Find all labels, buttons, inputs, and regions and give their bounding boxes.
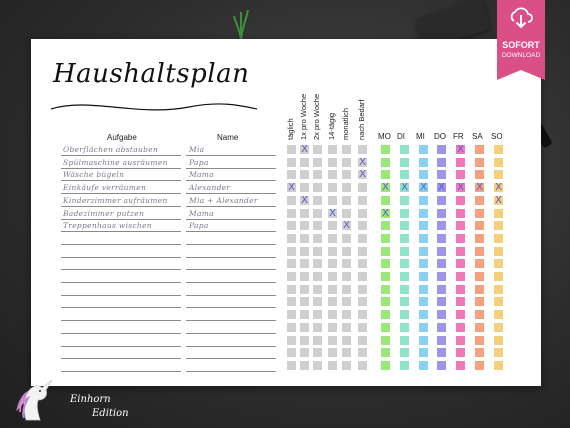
check-mark: X — [359, 156, 366, 168]
table-row — [31, 194, 541, 207]
day-checkbox[interactable] — [437, 336, 446, 345]
day-checkbox[interactable] — [437, 348, 446, 357]
day-checkbox[interactable] — [419, 234, 428, 243]
day-checkbox[interactable] — [419, 323, 428, 332]
frequency-checkbox[interactable] — [342, 209, 351, 218]
day-checkbox[interactable] — [381, 348, 390, 357]
badge-line-2: DOWNLOAD — [501, 52, 541, 59]
frequency-checkbox[interactable] — [313, 221, 322, 230]
day-checkbox[interactable] — [437, 196, 446, 205]
day-checkbox[interactable] — [381, 145, 390, 154]
table-row — [31, 232, 541, 245]
day-checkbox[interactable] — [419, 297, 428, 306]
frequency-checkbox[interactable] — [358, 196, 367, 205]
day-checkbox[interactable] — [400, 348, 409, 357]
frequency-checkbox[interactable] — [358, 285, 367, 294]
frequency-checkbox[interactable] — [300, 183, 309, 192]
day-checkbox[interactable] — [456, 209, 465, 218]
day-checkbox[interactable] — [400, 209, 409, 218]
day-checkbox[interactable] — [400, 170, 409, 179]
day-checkbox[interactable] — [475, 234, 484, 243]
frequency-checkbox[interactable] — [358, 221, 367, 230]
frequency-checkbox[interactable] — [313, 310, 322, 319]
frequency-checkbox[interactable] — [300, 259, 309, 268]
day-checkbox[interactable] — [437, 209, 446, 218]
task-text[interactable]: Wäsche bügeln — [63, 170, 125, 180]
day-checkbox[interactable] — [381, 336, 390, 345]
day-checkbox[interactable] — [419, 285, 428, 294]
frequency-checkbox[interactable] — [313, 361, 322, 370]
table-row — [31, 181, 541, 194]
table-row — [31, 245, 541, 258]
check-mark: X — [495, 194, 502, 206]
frequency-checkbox[interactable] — [328, 361, 337, 370]
day-checkbox[interactable] — [400, 158, 409, 167]
edition-line-2: Edition — [92, 408, 129, 419]
assignee-text[interactable]: Mia — [189, 145, 205, 154]
frequency-checkbox[interactable] — [300, 247, 309, 256]
day-checkbox[interactable] — [475, 361, 484, 370]
frequency-checkbox[interactable] — [300, 336, 309, 345]
frequency-checkbox[interactable] — [342, 145, 351, 154]
frequency-label: 14-tägig — [327, 112, 336, 140]
header-aufgabe: Aufgabe — [107, 133, 137, 142]
frequency-checkbox[interactable] — [342, 158, 351, 167]
frequency-checkbox[interactable] — [313, 209, 322, 218]
day-checkbox[interactable] — [419, 348, 428, 357]
frequency-checkbox[interactable] — [328, 336, 337, 345]
frequency-checkbox[interactable] — [313, 234, 322, 243]
check-mark: X — [420, 182, 427, 194]
day-checkbox[interactable] — [400, 361, 409, 370]
day-checkbox[interactable] — [437, 247, 446, 256]
check-mark: X — [401, 182, 408, 194]
frequency-checkbox[interactable] — [313, 158, 322, 167]
frequency-checkbox[interactable] — [358, 234, 367, 243]
page-title: Haushaltsplan — [53, 59, 250, 89]
task-text[interactable]: Treppenhaus wischen — [63, 221, 152, 231]
frequency-checkbox[interactable] — [313, 145, 322, 154]
frequency-checkbox[interactable] — [287, 272, 296, 281]
day-checkbox[interactable] — [419, 272, 428, 281]
check-mark: X — [457, 182, 464, 194]
day-checkbox[interactable] — [437, 361, 446, 370]
assignee-text[interactable]: Papa — [189, 157, 209, 167]
day-checkbox[interactable] — [419, 170, 428, 179]
day-checkbox[interactable] — [437, 310, 446, 319]
frequency-checkbox[interactable] — [328, 285, 337, 294]
frequency-checkbox[interactable] — [358, 336, 367, 345]
frequency-checkbox[interactable] — [358, 323, 367, 332]
task-line — [61, 371, 181, 372]
frequency-checkbox[interactable] — [300, 209, 309, 218]
day-checkbox[interactable] — [419, 209, 428, 218]
day-checkbox[interactable] — [456, 310, 465, 319]
day-checkbox[interactable] — [456, 247, 465, 256]
day-checkbox[interactable] — [494, 361, 503, 370]
day-checkbox[interactable] — [475, 247, 484, 256]
frequency-checkbox[interactable] — [287, 310, 296, 319]
frequency-label: nach Bedarf — [357, 99, 366, 140]
day-checkbox[interactable] — [475, 272, 484, 281]
frequency-checkbox[interactable] — [328, 158, 337, 167]
day-checkbox[interactable] — [400, 310, 409, 319]
frequency-checkbox[interactable] — [300, 170, 309, 179]
day-checkbox[interactable] — [419, 336, 428, 345]
table-row — [31, 295, 541, 308]
frequency-checkbox[interactable] — [342, 297, 351, 306]
planner-sheet — [31, 39, 541, 386]
frequency-checkbox[interactable] — [342, 336, 351, 345]
table-row — [31, 321, 541, 334]
day-checkbox[interactable] — [475, 170, 484, 179]
title-flourish — [49, 87, 259, 117]
day-label: FR — [453, 132, 464, 141]
day-checkbox[interactable] — [475, 209, 484, 218]
task-text[interactable]: Badezimmer putzen — [63, 208, 145, 218]
frequency-checkbox[interactable] — [313, 183, 322, 192]
day-checkbox[interactable] — [475, 323, 484, 332]
day-checkbox[interactable] — [456, 348, 465, 357]
name-line — [186, 371, 276, 372]
day-checkbox[interactable] — [381, 170, 390, 179]
day-checkbox[interactable] — [381, 285, 390, 294]
frequency-checkbox[interactable] — [358, 310, 367, 319]
day-checkbox[interactable] — [381, 259, 390, 268]
day-checkbox[interactable] — [456, 272, 465, 281]
frequency-checkbox[interactable] — [358, 259, 367, 268]
day-checkbox[interactable] — [494, 285, 503, 294]
frequency-checkbox[interactable] — [328, 247, 337, 256]
task-text[interactable]: Kinderzimmer aufräumen — [63, 195, 168, 205]
frequency-checkbox[interactable] — [328, 183, 337, 192]
check-mark: X — [359, 169, 366, 181]
table-row — [31, 207, 541, 220]
frequency-checkbox[interactable] — [287, 247, 296, 256]
frequency-label: monatlich — [341, 107, 350, 140]
day-checkbox[interactable] — [400, 259, 409, 268]
frequency-checkbox[interactable] — [328, 170, 337, 179]
day-checkbox[interactable] — [437, 297, 446, 306]
day-checkbox[interactable] — [494, 221, 503, 230]
frequency-checkbox[interactable] — [287, 348, 296, 357]
frequency-checkbox[interactable] — [287, 297, 296, 306]
frequency-checkbox[interactable] — [313, 247, 322, 256]
frequency-checkbox[interactable] — [287, 170, 296, 179]
frequency-checkbox[interactable] — [342, 285, 351, 294]
frequency-checkbox[interactable] — [313, 285, 322, 294]
frequency-checkbox[interactable] — [358, 183, 367, 192]
day-checkbox[interactable] — [456, 196, 465, 205]
frequency-checkbox[interactable] — [287, 323, 296, 332]
day-checkbox[interactable] — [381, 297, 390, 306]
day-checkbox[interactable] — [456, 323, 465, 332]
day-label: DO — [434, 132, 446, 141]
day-label: SA — [472, 132, 483, 141]
task-text[interactable]: Spülmaschine ausräumen — [63, 157, 168, 167]
day-checkbox[interactable] — [381, 158, 390, 167]
frequency-checkbox[interactable] — [358, 297, 367, 306]
frequency-checkbox[interactable] — [358, 145, 367, 154]
day-checkbox[interactable] — [494, 348, 503, 357]
frequency-checkbox[interactable] — [328, 145, 337, 154]
day-checkbox[interactable] — [475, 196, 484, 205]
day-checkbox[interactable] — [437, 221, 446, 230]
frequency-checkbox[interactable] — [342, 259, 351, 268]
frequency-checkbox[interactable] — [328, 234, 337, 243]
frequency-checkbox[interactable] — [328, 272, 337, 281]
frequency-checkbox[interactable] — [342, 323, 351, 332]
check-mark: X — [329, 207, 336, 219]
assignee-text[interactable]: Papa — [189, 221, 209, 231]
day-checkbox[interactable] — [381, 247, 390, 256]
day-checkbox[interactable] — [456, 170, 465, 179]
day-label: SO — [491, 132, 503, 141]
day-checkbox[interactable] — [400, 221, 409, 230]
frequency-checkbox[interactable] — [287, 221, 296, 230]
unicorn-logo — [8, 370, 63, 425]
task-text[interactable]: Einkäufe verräumen — [63, 183, 147, 193]
day-checkbox[interactable] — [475, 158, 484, 167]
table-row — [31, 334, 541, 347]
day-checkbox[interactable] — [419, 196, 428, 205]
day-checkbox[interactable] — [400, 285, 409, 294]
frequency-checkbox[interactable] — [328, 297, 337, 306]
frequency-checkbox[interactable] — [328, 259, 337, 268]
day-checkbox[interactable] — [494, 158, 503, 167]
day-checkbox[interactable] — [419, 158, 428, 167]
frequency-checkbox[interactable] — [313, 272, 322, 281]
table-row — [31, 359, 541, 372]
day-checkbox[interactable] — [400, 145, 409, 154]
frequency-checkbox[interactable] — [300, 158, 309, 167]
day-checkbox[interactable] — [494, 272, 503, 281]
day-checkbox[interactable] — [419, 221, 428, 230]
day-checkbox[interactable] — [419, 361, 428, 370]
day-checkbox[interactable] — [400, 323, 409, 332]
day-checkbox[interactable] — [437, 234, 446, 243]
day-checkbox[interactable] — [381, 272, 390, 281]
day-checkbox[interactable] — [456, 259, 465, 268]
table-row — [31, 346, 541, 359]
cloud-download-icon — [509, 7, 533, 33]
day-checkbox[interactable] — [494, 234, 503, 243]
day-checkbox[interactable] — [381, 323, 390, 332]
check-mark: X — [382, 182, 389, 194]
day-checkbox[interactable] — [475, 145, 484, 154]
frequency-checkbox[interactable] — [328, 221, 337, 230]
frequency-checkbox[interactable] — [342, 272, 351, 281]
day-checkbox[interactable] — [494, 209, 503, 218]
day-checkbox[interactable] — [456, 158, 465, 167]
frequency-checkbox[interactable] — [342, 348, 351, 357]
day-checkbox[interactable] — [456, 336, 465, 345]
check-mark: X — [382, 207, 389, 219]
check-mark: X — [288, 182, 295, 194]
frequency-checkbox[interactable] — [342, 170, 351, 179]
day-checkbox[interactable] — [437, 158, 446, 167]
table-row — [31, 257, 541, 270]
table-row — [31, 270, 541, 283]
check-mark: X — [476, 182, 483, 194]
day-checkbox[interactable] — [437, 145, 446, 154]
day-checkbox[interactable] — [400, 247, 409, 256]
frequency-checkbox[interactable] — [342, 196, 351, 205]
check-mark: X — [495, 182, 502, 194]
check-mark: X — [301, 144, 308, 155]
day-checkbox[interactable] — [494, 170, 503, 179]
day-checkbox[interactable] — [381, 221, 390, 230]
day-label: MO — [378, 132, 391, 141]
day-checkbox[interactable] — [381, 310, 390, 319]
day-checkbox[interactable] — [437, 259, 446, 268]
frequency-checkbox[interactable] — [287, 196, 296, 205]
day-checkbox[interactable] — [475, 259, 484, 268]
frequency-checkbox[interactable] — [300, 285, 309, 294]
day-checkbox[interactable] — [400, 272, 409, 281]
day-checkbox[interactable] — [475, 221, 484, 230]
day-checkbox[interactable] — [437, 272, 446, 281]
day-checkbox[interactable] — [400, 234, 409, 243]
frequency-checkbox[interactable] — [328, 310, 337, 319]
frequency-checkbox[interactable] — [287, 259, 296, 268]
day-checkbox[interactable] — [419, 145, 428, 154]
frequency-label: 1x pro Woche — [299, 93, 308, 140]
frequency-checkbox[interactable] — [342, 234, 351, 243]
table-row — [31, 168, 541, 181]
check-mark: X — [343, 220, 350, 232]
frequency-checkbox[interactable] — [313, 348, 322, 357]
frequency-checkbox[interactable] — [300, 297, 309, 306]
day-checkbox[interactable] — [400, 196, 409, 205]
frequency-checkbox[interactable] — [300, 221, 309, 230]
frequency-checkbox[interactable] — [358, 209, 367, 218]
check-mark: X — [438, 182, 445, 194]
day-checkbox[interactable] — [494, 336, 503, 345]
frequency-checkbox[interactable] — [287, 158, 296, 167]
day-checkbox[interactable] — [456, 361, 465, 370]
frequency-checkbox[interactable] — [313, 297, 322, 306]
frequency-checkbox[interactable] — [342, 310, 351, 319]
day-checkbox[interactable] — [419, 259, 428, 268]
frequency-label: täglich — [286, 118, 295, 140]
frequency-checkbox[interactable] — [300, 272, 309, 281]
day-checkbox[interactable] — [381, 361, 390, 370]
day-checkbox[interactable] — [494, 310, 503, 319]
day-checkbox[interactable] — [456, 221, 465, 230]
check-mark: X — [301, 194, 308, 206]
frequency-checkbox[interactable] — [300, 310, 309, 319]
day-checkbox[interactable] — [475, 297, 484, 306]
frequency-checkbox[interactable] — [342, 183, 351, 192]
day-checkbox[interactable] — [381, 234, 390, 243]
frequency-checkbox[interactable] — [358, 247, 367, 256]
table-row — [31, 219, 541, 232]
frequency-checkbox[interactable] — [287, 234, 296, 243]
frequency-checkbox[interactable] — [313, 336, 322, 345]
day-checkbox[interactable] — [494, 247, 503, 256]
day-checkbox[interactable] — [475, 285, 484, 294]
day-checkbox[interactable] — [381, 196, 390, 205]
edition-line-1: Einhorn — [70, 394, 111, 405]
day-label: DI — [397, 132, 405, 141]
day-checkbox[interactable] — [475, 348, 484, 357]
frequency-checkbox[interactable] — [313, 196, 322, 205]
day-checkbox[interactable] — [494, 145, 503, 154]
day-checkbox[interactable] — [400, 297, 409, 306]
table-row — [31, 308, 541, 321]
frequency-checkbox[interactable] — [358, 272, 367, 281]
header-name: Name — [217, 133, 239, 142]
day-checkbox[interactable] — [419, 247, 428, 256]
day-label: MI — [416, 132, 425, 141]
day-checkbox[interactable] — [494, 297, 503, 306]
plant-decoration — [232, 6, 250, 40]
badge-line-1: SOFORT — [502, 40, 540, 50]
day-checkbox[interactable] — [419, 310, 428, 319]
day-checkbox[interactable] — [475, 310, 484, 319]
day-checkbox[interactable] — [437, 323, 446, 332]
check-mark: X — [457, 144, 464, 155]
frequency-checkbox[interactable] — [287, 285, 296, 294]
frequency-checkbox[interactable] — [313, 323, 322, 332]
table-row — [31, 283, 541, 296]
day-checkbox[interactable] — [437, 170, 446, 179]
frequency-checkbox[interactable] — [328, 323, 337, 332]
table-row — [31, 156, 541, 169]
day-checkbox[interactable] — [494, 259, 503, 268]
assignee-text[interactable]: Mama — [189, 170, 214, 180]
frequency-label: 2x pro Woche — [312, 93, 321, 140]
frequency-checkbox[interactable] — [287, 336, 296, 345]
day-checkbox[interactable] — [437, 285, 446, 294]
table-row — [31, 143, 541, 156]
task-text[interactable]: Oberflächen abstauben — [63, 145, 159, 154]
frequency-checkbox[interactable] — [328, 348, 337, 357]
frequency-checkbox[interactable] — [342, 247, 351, 256]
frequency-checkbox[interactable] — [328, 196, 337, 205]
frequency-checkbox[interactable] — [287, 145, 296, 154]
day-checkbox[interactable] — [456, 297, 465, 306]
day-checkbox[interactable] — [494, 323, 503, 332]
frequency-checkbox[interactable] — [313, 259, 322, 268]
day-checkbox[interactable] — [475, 336, 484, 345]
frequency-checkbox[interactable] — [342, 361, 351, 370]
frequency-checkbox[interactable] — [300, 323, 309, 332]
frequency-checkbox[interactable] — [287, 361, 296, 370]
assignee-text[interactable]: Alexander — [189, 183, 231, 193]
frequency-checkbox[interactable] — [358, 348, 367, 357]
day-checkbox[interactable] — [400, 336, 409, 345]
frequency-checkbox[interactable] — [300, 234, 309, 243]
frequency-checkbox[interactable] — [300, 348, 309, 357]
frequency-checkbox[interactable] — [287, 209, 296, 218]
frequency-checkbox[interactable] — [313, 170, 322, 179]
assignee-text[interactable]: Mia + Alexander — [189, 195, 258, 205]
day-checkbox[interactable] — [456, 234, 465, 243]
frequency-checkbox[interactable] — [300, 361, 309, 370]
frequency-checkbox[interactable] — [358, 361, 367, 370]
day-checkbox[interactable] — [456, 285, 465, 294]
assignee-text[interactable]: Mama — [189, 208, 214, 218]
